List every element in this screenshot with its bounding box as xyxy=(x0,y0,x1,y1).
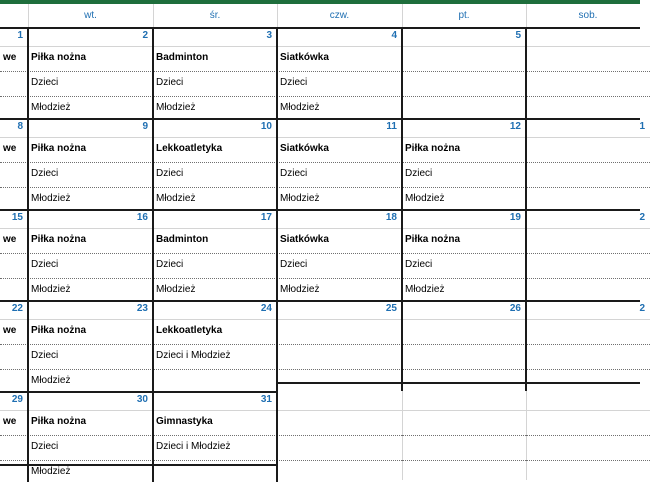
day-number[interactable]: 1 xyxy=(17,30,23,41)
week-border-top xyxy=(0,300,640,302)
sport-name[interactable] xyxy=(405,320,523,342)
group-name[interactable]: Dzieci xyxy=(156,168,184,179)
day-number[interactable]: 4 xyxy=(391,30,397,41)
weekday-header: sob. xyxy=(578,10,598,21)
day-number[interactable]: 10 xyxy=(260,121,272,132)
day-separator xyxy=(27,391,29,482)
day-separator xyxy=(401,300,403,391)
group-name[interactable]: Dzieci i Młodzież xyxy=(156,441,231,452)
sport-name[interactable]: Badminton xyxy=(156,52,209,63)
group-name[interactable] xyxy=(3,279,25,301)
group-name[interactable] xyxy=(529,279,647,301)
group-name[interactable] xyxy=(3,436,25,458)
weekday-header xyxy=(0,4,28,27)
group-name[interactable]: Młodzież xyxy=(280,193,320,204)
group-name[interactable] xyxy=(405,345,523,367)
group-name[interactable] xyxy=(280,345,399,367)
group-name[interactable] xyxy=(529,72,647,94)
group-name[interactable]: Młodzież xyxy=(280,284,320,295)
day-number[interactable] xyxy=(526,390,645,410)
sport-name[interactable] xyxy=(529,320,647,342)
sport-name[interactable]: Lekkoatletyka xyxy=(156,325,223,336)
group-name[interactable]: Młodzież xyxy=(31,193,71,204)
group-name[interactable]: Młodzież xyxy=(31,102,71,113)
group-name[interactable] xyxy=(529,163,647,185)
day-separator xyxy=(401,27,403,118)
group-name[interactable]: Młodzież xyxy=(156,284,196,295)
day-number[interactable]: 5 xyxy=(515,30,521,41)
week-border-top xyxy=(0,209,640,211)
day-number[interactable]: 30 xyxy=(136,394,148,405)
day-number[interactable]: 11 xyxy=(386,121,397,132)
day-separator xyxy=(152,209,154,300)
day-separator xyxy=(152,391,154,482)
sport-name[interactable]: Piłka nożna xyxy=(405,143,461,154)
day-number[interactable] xyxy=(277,390,397,410)
sport-name[interactable] xyxy=(529,411,647,433)
day-separator xyxy=(152,118,154,209)
sport-name[interactable]: Piłka nożna xyxy=(31,143,87,154)
group-name[interactable]: Młodzież xyxy=(156,102,196,113)
day-number[interactable]: 15 xyxy=(11,212,23,223)
day-number[interactable]: 2 xyxy=(142,30,148,41)
group-name[interactable]: Młodzież xyxy=(31,284,71,295)
day-separator xyxy=(27,118,29,209)
day-separator xyxy=(276,27,278,118)
day-number[interactable]: 31 xyxy=(260,394,272,405)
sport-name[interactable] xyxy=(529,47,647,69)
group-name[interactable]: Dzieci xyxy=(280,259,308,270)
group-name[interactable] xyxy=(529,345,647,367)
week-border-right xyxy=(276,391,278,482)
group-name[interactable]: Dzieci xyxy=(280,168,308,179)
group-name[interactable] xyxy=(3,188,25,210)
week-border-top xyxy=(0,118,640,120)
group-name[interactable] xyxy=(405,72,523,94)
sport-name[interactable]: Lekkoatletyka xyxy=(156,143,223,154)
week-border-bottom xyxy=(277,382,640,384)
group-name[interactable] xyxy=(280,370,399,392)
group-name[interactable] xyxy=(3,97,25,119)
day-number[interactable]: 23 xyxy=(136,303,148,314)
day-number[interactable]: 25 xyxy=(385,303,397,314)
day-separator xyxy=(276,300,278,391)
day-number[interactable]: 17 xyxy=(260,212,272,223)
group-name[interactable] xyxy=(156,370,274,392)
group-name[interactable]: Dzieci xyxy=(405,259,433,270)
day-separator xyxy=(27,27,29,118)
week-border-bottom xyxy=(0,464,277,466)
group-name[interactable] xyxy=(529,436,647,458)
sport-name[interactable]: Piłka nożna xyxy=(31,416,87,427)
group-name[interactable]: Młodzież xyxy=(31,375,71,386)
day-number[interactable]: 29 xyxy=(11,394,23,405)
group-name[interactable]: Młodzież xyxy=(405,284,445,295)
group-name[interactable]: Dzieci xyxy=(405,168,433,179)
day-number[interactable]: 2 xyxy=(639,212,645,223)
day-number[interactable]: 18 xyxy=(385,212,397,223)
day-separator xyxy=(27,300,29,391)
day-separator xyxy=(276,209,278,300)
day-number[interactable]: 3 xyxy=(266,30,272,41)
day-separator xyxy=(525,300,527,391)
group-name[interactable] xyxy=(280,461,399,483)
day-number[interactable]: 19 xyxy=(509,212,521,223)
day-number[interactable]: 16 xyxy=(136,212,148,223)
group-name[interactable] xyxy=(280,436,399,458)
sport-name[interactable]: we xyxy=(3,52,17,63)
group-name[interactable]: Dzieci xyxy=(156,259,184,270)
sport-name[interactable]: we xyxy=(3,143,17,154)
day-separator xyxy=(27,209,29,300)
group-name[interactable] xyxy=(3,370,25,392)
sport-name[interactable]: Piłka nożna xyxy=(31,52,87,63)
day-number[interactable]: 26 xyxy=(509,303,521,314)
day-number[interactable] xyxy=(402,390,521,410)
sport-name[interactable]: Siatkówka xyxy=(280,52,329,63)
group-name[interactable]: Dzieci i Młodzież xyxy=(156,350,231,361)
sport-name[interactable] xyxy=(529,229,647,251)
group-name[interactable] xyxy=(529,254,647,276)
group-name[interactable] xyxy=(3,345,25,367)
group-name[interactable] xyxy=(529,370,647,392)
group-name[interactable]: Dzieci xyxy=(31,350,59,361)
group-name[interactable]: Dzieci xyxy=(31,441,59,452)
day-separator xyxy=(525,209,527,300)
sport-name[interactable]: Siatkówka xyxy=(280,234,329,245)
sport-name[interactable]: Siatkówka xyxy=(280,143,329,154)
group-name[interactable]: Młodzież xyxy=(405,193,445,204)
day-separator xyxy=(525,27,527,118)
sport-name[interactable]: we xyxy=(3,325,17,336)
weekday-header: wt. xyxy=(84,10,97,21)
day-separator xyxy=(152,300,154,391)
group-name[interactable] xyxy=(529,188,647,210)
sport-name[interactable]: Piłka nożna xyxy=(405,234,461,245)
sport-name[interactable] xyxy=(529,138,647,160)
week-border-top xyxy=(0,27,640,29)
group-name[interactable]: Dzieci xyxy=(31,259,59,270)
weekday-header: pt. xyxy=(458,10,470,21)
sport-name[interactable]: Badminton xyxy=(156,234,209,245)
weekday-header: śr. xyxy=(209,10,221,21)
day-number[interactable]: 9 xyxy=(142,121,148,132)
sport-name[interactable]: Piłka nożna xyxy=(31,234,87,245)
group-name[interactable] xyxy=(3,254,25,276)
day-separator xyxy=(401,118,403,209)
sport-name[interactable] xyxy=(405,411,523,433)
day-separator xyxy=(401,209,403,300)
group-name[interactable] xyxy=(3,163,25,185)
sport-name[interactable] xyxy=(405,47,523,69)
day-number[interactable]: 24 xyxy=(260,303,272,314)
group-name[interactable] xyxy=(3,72,25,94)
group-name[interactable] xyxy=(405,370,523,392)
group-name[interactable] xyxy=(405,461,523,483)
group-name[interactable] xyxy=(529,461,647,483)
group-name[interactable]: Młodzież xyxy=(280,102,320,113)
group-name[interactable]: Dzieci xyxy=(280,77,308,88)
group-name[interactable] xyxy=(529,97,647,119)
day-separator xyxy=(276,118,278,209)
day-separator xyxy=(152,27,154,118)
group-name[interactable] xyxy=(405,436,523,458)
group-name[interactable]: Dzieci xyxy=(31,77,59,88)
day-number[interactable]: 1 xyxy=(639,121,645,132)
group-name[interactable]: Dzieci xyxy=(31,168,59,179)
day-separator xyxy=(525,118,527,209)
weekday-header: czw. xyxy=(329,10,350,21)
week-border-top xyxy=(0,391,277,393)
sport-name[interactable]: we xyxy=(3,234,17,245)
day-number[interactable]: 8 xyxy=(17,121,23,132)
sport-name[interactable]: Piłka nożna xyxy=(31,325,87,336)
day-number[interactable]: 22 xyxy=(11,303,23,314)
day-number[interactable]: 2 xyxy=(639,303,645,314)
group-name[interactable]: Młodzież xyxy=(31,466,71,477)
day-number[interactable] xyxy=(526,26,645,46)
sport-name[interactable] xyxy=(280,411,399,433)
sport-name[interactable]: we xyxy=(3,416,17,427)
sport-name[interactable]: Gimnastyka xyxy=(156,416,213,427)
group-name[interactable] xyxy=(405,97,523,119)
group-name[interactable]: Dzieci xyxy=(156,77,184,88)
day-number[interactable]: 12 xyxy=(509,121,521,132)
sport-name[interactable] xyxy=(280,320,399,342)
group-name[interactable]: Młodzież xyxy=(156,193,196,204)
